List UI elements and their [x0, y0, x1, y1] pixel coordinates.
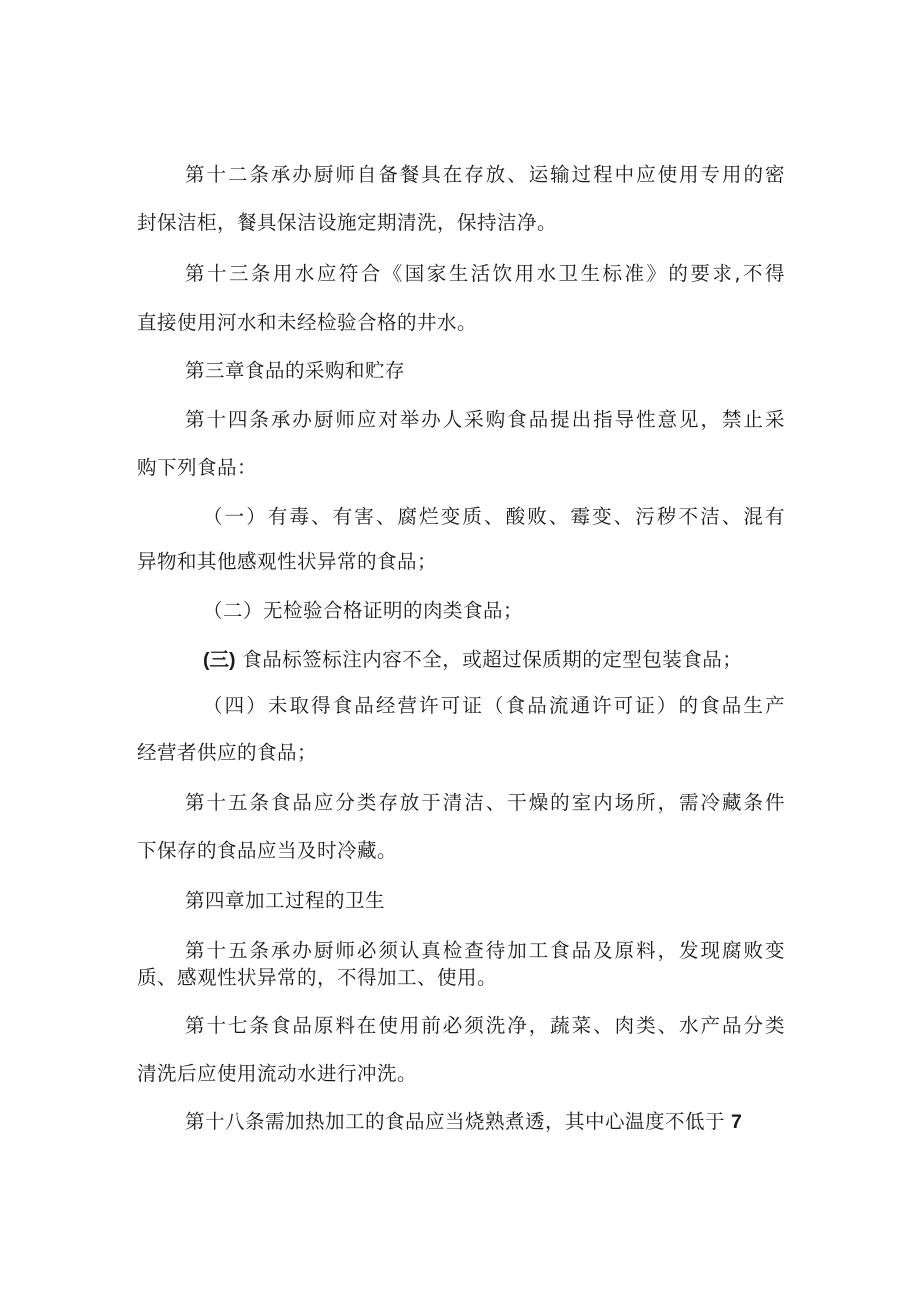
paragraph-line: 质、感观性状异常的，不得加工、使用。 — [137, 966, 498, 989]
paragraph-tail: 7 — [731, 1111, 742, 1133]
list-item-line: 异物和其他感观性状异常的食品； — [137, 550, 438, 573]
list-marker-three: (三) — [203, 649, 236, 671]
paragraph-line: 第十三条用水应符合《国家生活饮用水卫生标准》的要求,不得 — [185, 262, 785, 285]
paragraph-line: 第十四条承办厨师应对举办人采购食品提出指导性意见，禁止采 — [185, 408, 785, 431]
list-item-text: 食品标签标注内容不全，或超过保质期的定型包装食品； — [242, 648, 743, 671]
paragraph-line: 清洗后应使用流动水进行冲洗。 — [137, 1062, 418, 1085]
paragraph-line: 第十二条承办厨师自备餐具在存放、运输过程中应使用专用的密 — [185, 163, 785, 186]
paragraph-line: 下保存的食品应当及时冷藏。 — [137, 839, 398, 862]
list-item-line: （二）无检验合格证明的肉类食品； — [203, 599, 524, 622]
paragraph-line: 第十五条食品应分类存放于清洁、干燥的室内场所，需冷藏条件 — [185, 791, 785, 814]
paragraph-line — [185, 1110, 785, 1134]
list-item-line: （四）未取得食品经营许可证（食品流通许可证）的食品生产 — [203, 694, 785, 717]
list-item-line — [203, 648, 785, 672]
paragraph-line: 直接使用河水和未经检验合格的井水。 — [137, 311, 478, 334]
paragraph-line: 购下列食品： — [137, 456, 258, 479]
list-item-line: 经营者供应的食品； — [137, 741, 318, 764]
paragraph-line: 第十七条食品原料在使用前必须洗净，蔬菜、肉类、水产品分类 — [185, 1014, 785, 1037]
paragraph-line: 封保洁柜，餐具保洁设施定期清洗，保持洁净。 — [137, 211, 558, 234]
list-item-line: （一）有毒、有害、腐烂变质、酸败、霉变、污秽不洁、混有 — [203, 505, 785, 528]
chapter-heading: 第四章加工过程的卫生 — [185, 889, 386, 912]
chapter-heading: 第三章食品的采购和贮存 — [185, 359, 406, 382]
paragraph-line: 第十五条承办厨师必须认真检查待加工食品及原料，发现腐败变 — [185, 939, 785, 962]
paragraph-text: 第十八条需加热加工的食品应当烧熟煮透，其中心温度不低于 — [185, 1110, 726, 1133]
